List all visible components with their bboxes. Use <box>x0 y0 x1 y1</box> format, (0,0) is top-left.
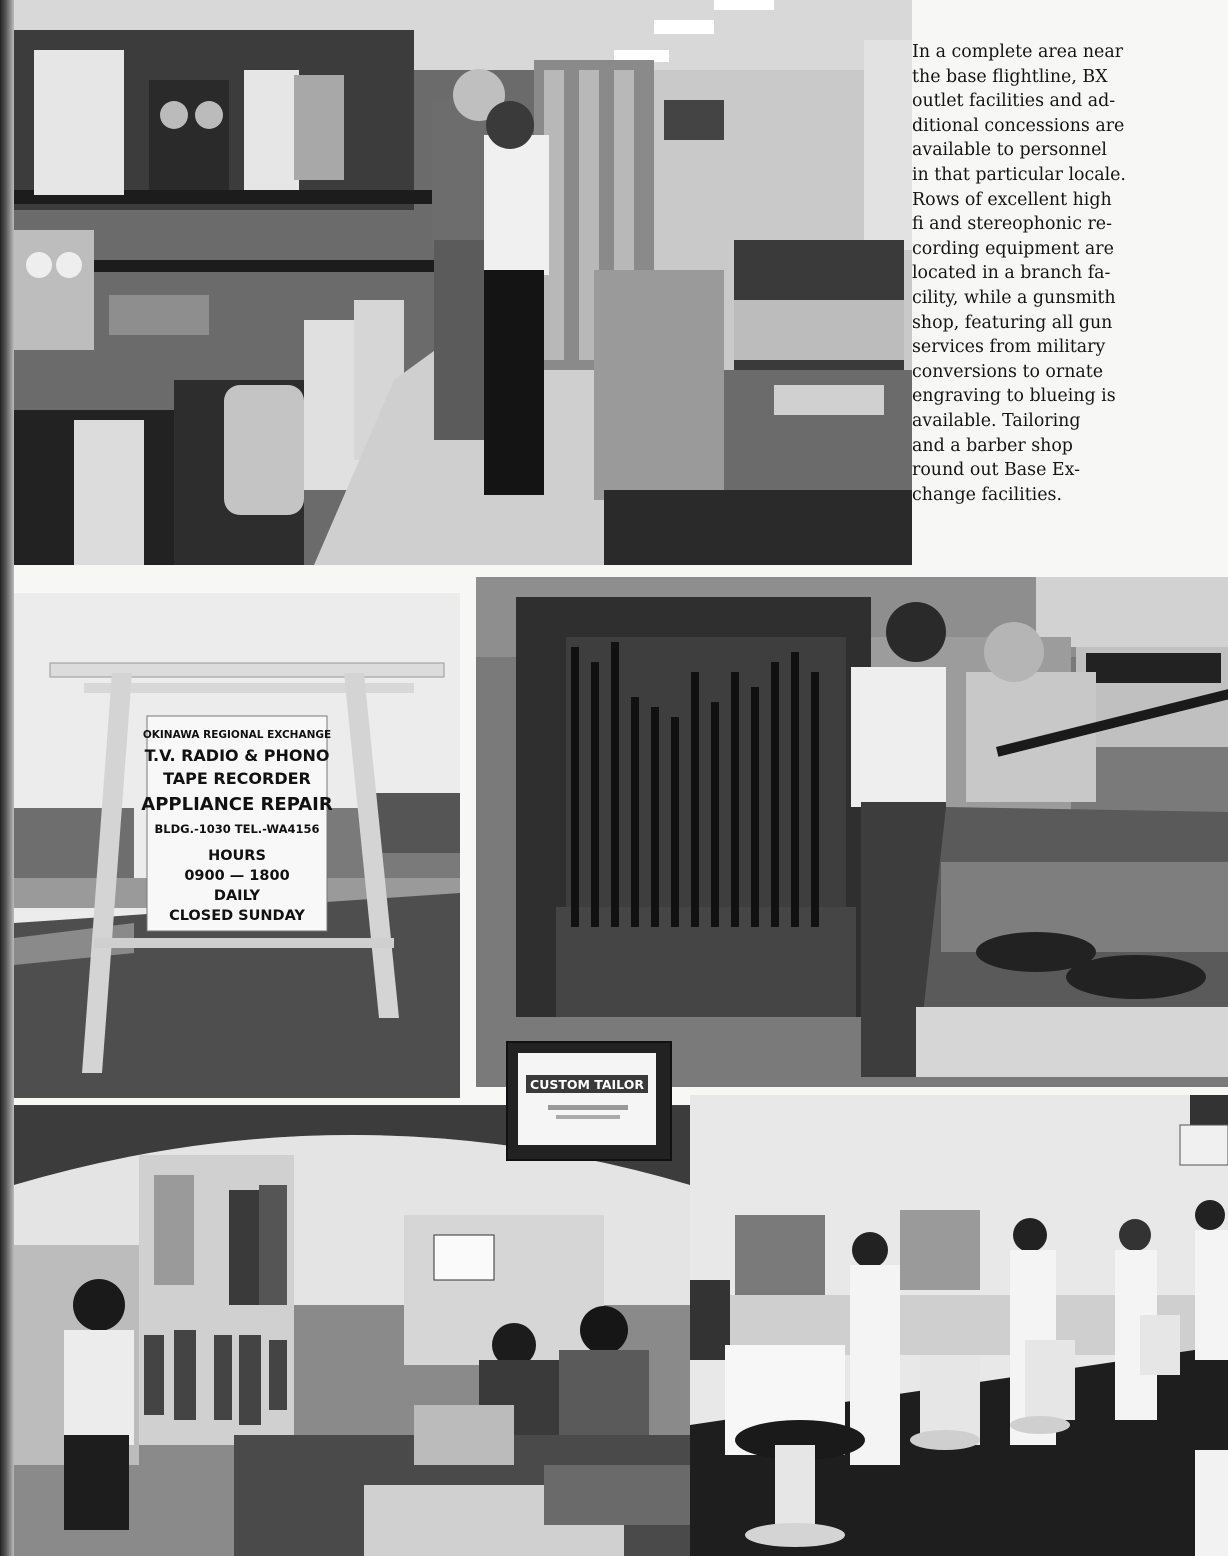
caption-line-10: located in a branch fa- <box>912 263 1111 284</box>
sign-line-tape-recorder: TAPE RECORDER <box>163 769 311 788</box>
caption-line-2: the base flightline, BX <box>912 66 1108 87</box>
photo-barber-shop <box>690 1095 1228 1556</box>
caption-line-9: cording equipment are <box>912 238 1114 259</box>
sign-line-bldg-tel: BLDG.-1030 TEL.-WA4156 <box>154 822 320 836</box>
photo-gunsmith-shop <box>476 577 1228 1087</box>
sign-line-appliance-repair: APPLIANCE REPAIR <box>141 794 333 815</box>
caption-line-4: ditional concessions are <box>912 115 1125 136</box>
page-binding-edge <box>0 0 14 1556</box>
sign-line-hours-label: HOURS <box>208 848 266 864</box>
sign-line-tv-radio-phono: T.V. RADIO & PHONO <box>144 746 330 765</box>
sign-line-hours: 0900 — 1800 <box>184 868 290 884</box>
caption-line-5: available to personnel <box>912 140 1107 161</box>
caption-line-1: In a complete area near <box>912 42 1124 62</box>
caption-line-12: shop, featuring all gun <box>912 312 1113 333</box>
custom-tailor-title: CUSTOM TAILOR <box>530 1077 644 1092</box>
sign-line-closed-sunday: CLOSED SUNDAY <box>169 908 305 924</box>
caption-line-8: fi and stereophonic re- <box>912 214 1112 235</box>
sign-line-daily: DAILY <box>213 888 261 904</box>
caption-line-14: conversions to ornate <box>912 361 1104 382</box>
caption-line-7: Rows of excellent high <box>912 189 1112 210</box>
caption-line-3: outlet facilities and ad- <box>912 91 1116 112</box>
caption-line-15: engraving to blueing is <box>912 386 1116 407</box>
caption-line-18: round out Base Ex- <box>912 460 1080 481</box>
photo-hifi-store <box>14 0 912 565</box>
sign-line-exchange: OKINAWA REGIONAL EXCHANGE <box>142 729 332 741</box>
caption-line-11: cility, while a gunsmith <box>912 287 1116 308</box>
caption-line-17: and a barber shop <box>912 435 1073 456</box>
caption-line-16: available. Tailoring <box>912 410 1081 431</box>
caption-line-6: in that particular locale. <box>912 164 1126 185</box>
caption-line-19: change facilities. <box>912 484 1062 505</box>
custom-tailor-sign <box>506 1041 672 1161</box>
caption-line-13: services from military <box>912 337 1106 358</box>
caption-text <box>912 40 1217 507</box>
photo-repair-sign <box>14 593 460 1098</box>
photo-tailor-shop <box>14 1105 690 1556</box>
